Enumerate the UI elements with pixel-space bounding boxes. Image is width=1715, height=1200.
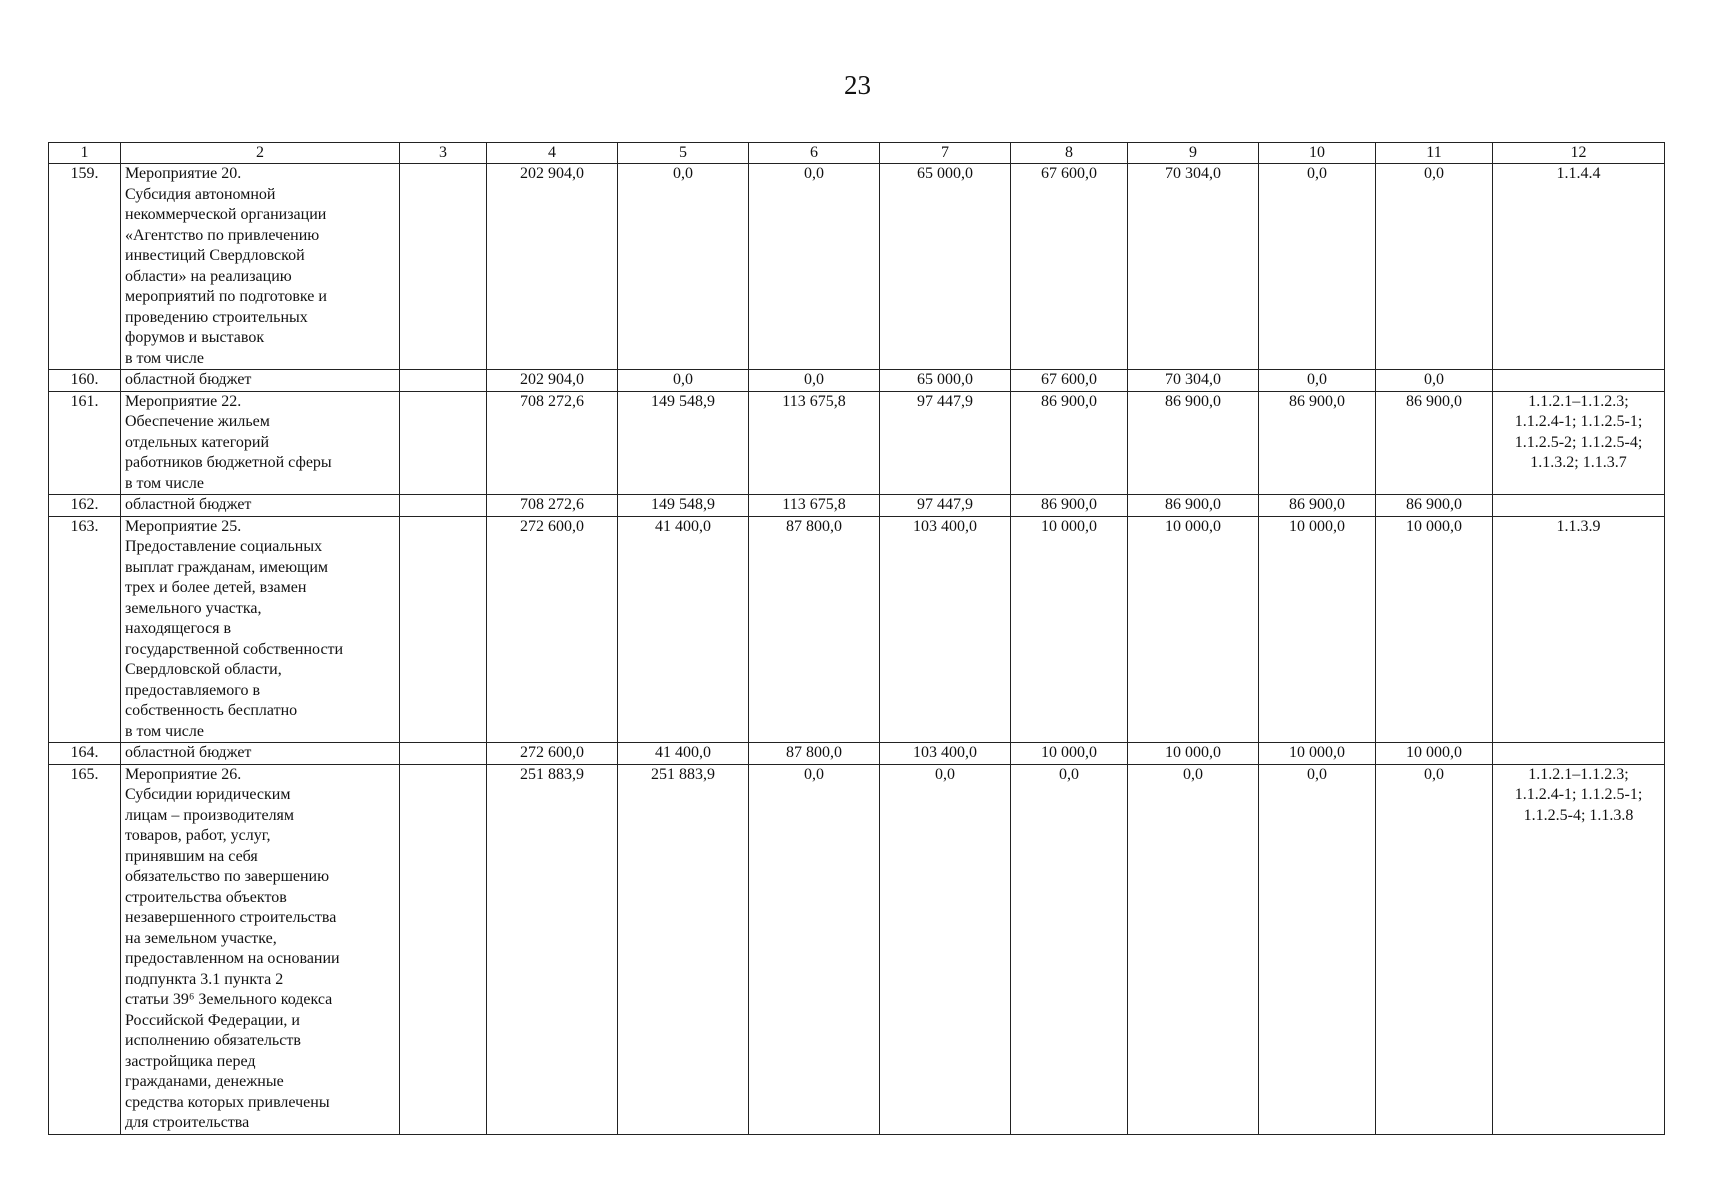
target-line: 1.1.2.1–1.1.2.3;: [1528, 765, 1629, 783]
target-cell: [1493, 164, 1665, 370]
name-line: строительства объектов: [125, 888, 287, 906]
row-number: 165.: [49, 764, 121, 1134]
col3-cell: [400, 391, 487, 495]
value-cell: 0,0: [1376, 164, 1493, 370]
value-cell: 86 900,0: [1011, 391, 1128, 495]
value-cell: 97 447,9: [880, 495, 1011, 517]
target-line: 1.1.3.2; 1.1.3.7: [1530, 454, 1627, 471]
name-line: форумов и выставок: [125, 329, 265, 346]
value-cell: 0,0: [749, 370, 880, 392]
header-cell: 4: [487, 143, 618, 164]
name-line: инвестиций Свердловской: [125, 247, 305, 264]
row-number: 164.: [49, 743, 121, 765]
row-name: [121, 164, 400, 370]
value-cell: 86 900,0: [1376, 391, 1493, 495]
value-cell: 708 272,6: [487, 495, 618, 517]
value-cell: 708 272,6: [487, 391, 618, 495]
name-line: Мероприятие 20.: [125, 165, 242, 182]
value-cell: 10 000,0: [1128, 516, 1259, 743]
row-name: [121, 764, 400, 1134]
name-line: «Агентство по привлечению: [125, 226, 320, 244]
name-line: областной бюджет: [125, 744, 252, 761]
target-cell: [1493, 764, 1665, 1134]
col3-cell: [400, 495, 487, 517]
header-cell: 2: [121, 143, 400, 164]
value-cell: 70 304,0: [1128, 370, 1259, 392]
name-line: для строительства: [125, 1114, 250, 1131]
value-cell: 149 548,9: [618, 391, 749, 495]
name-line: Мероприятие 25.: [125, 517, 242, 535]
value-cell: 70 304,0: [1128, 164, 1259, 370]
header-cell: 12: [1493, 143, 1665, 164]
col3-cell: [400, 370, 487, 392]
value-cell: 86 900,0: [1128, 391, 1259, 495]
name-line: в том числе: [125, 722, 204, 740]
name-line: Предоставление социальных: [125, 538, 323, 555]
header-cell: 7: [880, 143, 1011, 164]
target-cell: [1493, 391, 1665, 495]
name-line: проведению строительных: [125, 308, 308, 326]
value-cell: 97 447,9: [880, 391, 1011, 495]
value-cell: 113 675,8: [749, 495, 880, 517]
value-cell: 0,0: [749, 164, 880, 370]
name-line: принявшим на себя: [125, 847, 258, 865]
table-row: [49, 764, 1665, 1134]
table-row: [49, 516, 1665, 743]
row-number: 163.: [49, 516, 121, 743]
value-cell: 41 400,0: [618, 516, 749, 743]
value-cell: 86 900,0: [1376, 495, 1493, 517]
table-row: [49, 164, 1665, 370]
name-line: средства которых привлечены: [125, 1093, 330, 1111]
value-cell: 10 000,0: [1259, 516, 1376, 743]
name-line: отдельных категорий: [125, 433, 270, 451]
name-line: выплат гражданам, имеющим: [125, 558, 329, 576]
name-line: подпункта 3.1 пункта 2: [125, 970, 284, 988]
row-number: 162.: [49, 495, 121, 517]
target-line: 1.1.2.5-4; 1.1.3.8: [1523, 806, 1634, 824]
row-name: [121, 391, 400, 495]
name-line: некоммерческой организации: [125, 206, 327, 223]
value-cell: 0,0: [618, 164, 749, 370]
name-line: гражданами, денежные: [125, 1073, 284, 1090]
name-line: областной бюджет: [125, 496, 252, 513]
value-cell: 86 900,0: [1259, 495, 1376, 517]
value-cell: 103 400,0: [880, 516, 1011, 743]
target-cell: [1493, 495, 1665, 517]
name-line: мероприятий по подготовке и: [125, 288, 327, 305]
value-cell: 0,0: [880, 764, 1011, 1134]
name-line: государственной собственности: [125, 640, 344, 658]
value-cell: 202 904,0: [487, 164, 618, 370]
name-line: исполнению обязательств: [125, 1032, 301, 1049]
col3-cell: [400, 516, 487, 743]
col3-cell: [400, 743, 487, 765]
value-cell: 10 000,0: [1376, 743, 1493, 765]
value-cell: 0,0: [1259, 764, 1376, 1134]
name-line: собственность бесплатно: [125, 702, 298, 719]
header-cell: 6: [749, 143, 880, 164]
name-line: незавершенного строительства: [125, 909, 337, 926]
budget-table: [48, 142, 1665, 1135]
value-cell: 87 800,0: [749, 516, 880, 743]
name-line: товаров, работ, услуг,: [125, 827, 271, 844]
target-line: 1.1.2.4-1; 1.1.2.5-1;: [1514, 786, 1643, 803]
col3-cell: [400, 164, 487, 370]
table-row: [49, 391, 1665, 495]
value-cell: 202 904,0: [487, 370, 618, 392]
value-cell: 65 000,0: [880, 164, 1011, 370]
value-cell: 0,0: [1128, 764, 1259, 1134]
value-cell: 10 000,0: [1376, 516, 1493, 743]
name-line: Мероприятие 26.: [125, 765, 242, 783]
target-cell: [1493, 516, 1665, 743]
value-cell: 0,0: [749, 764, 880, 1134]
row-number: 161.: [49, 391, 121, 495]
name-line: Мероприятие 22.: [125, 392, 242, 410]
name-line: Свердловской области,: [125, 661, 282, 678]
value-cell: 251 883,9: [487, 764, 618, 1134]
header-cell: 1: [49, 143, 121, 164]
value-cell: 0,0: [618, 370, 749, 392]
page-number: 23: [844, 70, 871, 100]
value-cell: 0,0: [1259, 370, 1376, 392]
name-line: предоставленном на основании: [125, 950, 340, 967]
name-line: застройщика перед: [125, 1052, 256, 1070]
value-cell: 272 600,0: [487, 743, 618, 765]
value-cell: 87 800,0: [749, 743, 880, 765]
value-cell: 149 548,9: [618, 495, 749, 517]
value-cell: 0,0: [1376, 764, 1493, 1134]
header-cell: 3: [400, 143, 487, 164]
name-line: находящегося в: [125, 620, 232, 637]
table-row: [49, 743, 1665, 765]
name-line: трех и более детей, взамен: [125, 579, 307, 596]
row-number: 159.: [49, 164, 121, 370]
header-cell: 11: [1376, 143, 1493, 164]
name-line: статьи 39⁶ Земельного кодекса: [125, 991, 333, 1008]
value-cell: 41 400,0: [618, 743, 749, 765]
name-line: Обеспечение жильем: [125, 413, 270, 430]
target-line: 1.1.2.5-2; 1.1.2.5-4;: [1514, 433, 1643, 451]
name-line: на земельном участке,: [125, 929, 277, 947]
value-cell: 0,0: [1011, 764, 1128, 1134]
value-cell: 272 600,0: [487, 516, 618, 743]
name-line: Субсидия автономной: [125, 185, 276, 203]
value-cell: 103 400,0: [880, 743, 1011, 765]
header-cell: 8: [1011, 143, 1128, 164]
value-cell: 67 600,0: [1011, 164, 1128, 370]
name-line: в том числе: [125, 474, 204, 492]
table-row: [49, 370, 1665, 392]
value-cell: 10 000,0: [1128, 743, 1259, 765]
name-line: областной бюджет: [125, 371, 252, 388]
row-name: [121, 495, 400, 517]
target-line: 1.1.4.4: [1556, 165, 1601, 182]
name-line: земельного участка,: [125, 599, 262, 617]
table-row: [49, 495, 1665, 517]
value-cell: 10 000,0: [1011, 743, 1128, 765]
value-cell: 0,0: [1259, 164, 1376, 370]
name-line: Российской Федерации, и: [125, 1011, 300, 1029]
name-line: области» на реализацию: [125, 267, 292, 285]
name-line: Субсидии юридическим: [125, 786, 291, 803]
value-cell: 10 000,0: [1259, 743, 1376, 765]
header-cell: 5: [618, 143, 749, 164]
value-cell: 10 000,0: [1011, 516, 1128, 743]
row-name: [121, 743, 400, 765]
header-row: [49, 143, 1665, 164]
target-line: 1.1.2.4-1; 1.1.2.5-1;: [1514, 413, 1643, 430]
value-cell: 113 675,8: [749, 391, 880, 495]
table-body: [49, 164, 1665, 1135]
name-line: обязательство по завершению: [125, 868, 330, 885]
col3-cell: [400, 764, 487, 1134]
row-name: [121, 370, 400, 392]
value-cell: 0,0: [1376, 370, 1493, 392]
name-line: предоставляемого в: [125, 681, 261, 699]
value-cell: 67 600,0: [1011, 370, 1128, 392]
row-name: [121, 516, 400, 743]
value-cell: 86 900,0: [1128, 495, 1259, 517]
value-cell: 251 883,9: [618, 764, 749, 1134]
value-cell: 65 000,0: [880, 370, 1011, 392]
name-line: лицам – производителям: [125, 806, 295, 824]
target-line: 1.1.3.9: [1556, 517, 1601, 535]
name-line: работников бюджетной сферы: [125, 454, 332, 471]
value-cell: 86 900,0: [1011, 495, 1128, 517]
target-cell: [1493, 370, 1665, 392]
header-cell: 10: [1259, 143, 1376, 164]
header-cell: 9: [1128, 143, 1259, 164]
target-cell: [1493, 743, 1665, 765]
row-number: 160.: [49, 370, 121, 392]
value-cell: 86 900,0: [1259, 391, 1376, 495]
name-line: в том числе: [125, 349, 204, 367]
target-line: 1.1.2.1–1.1.2.3;: [1528, 392, 1629, 410]
